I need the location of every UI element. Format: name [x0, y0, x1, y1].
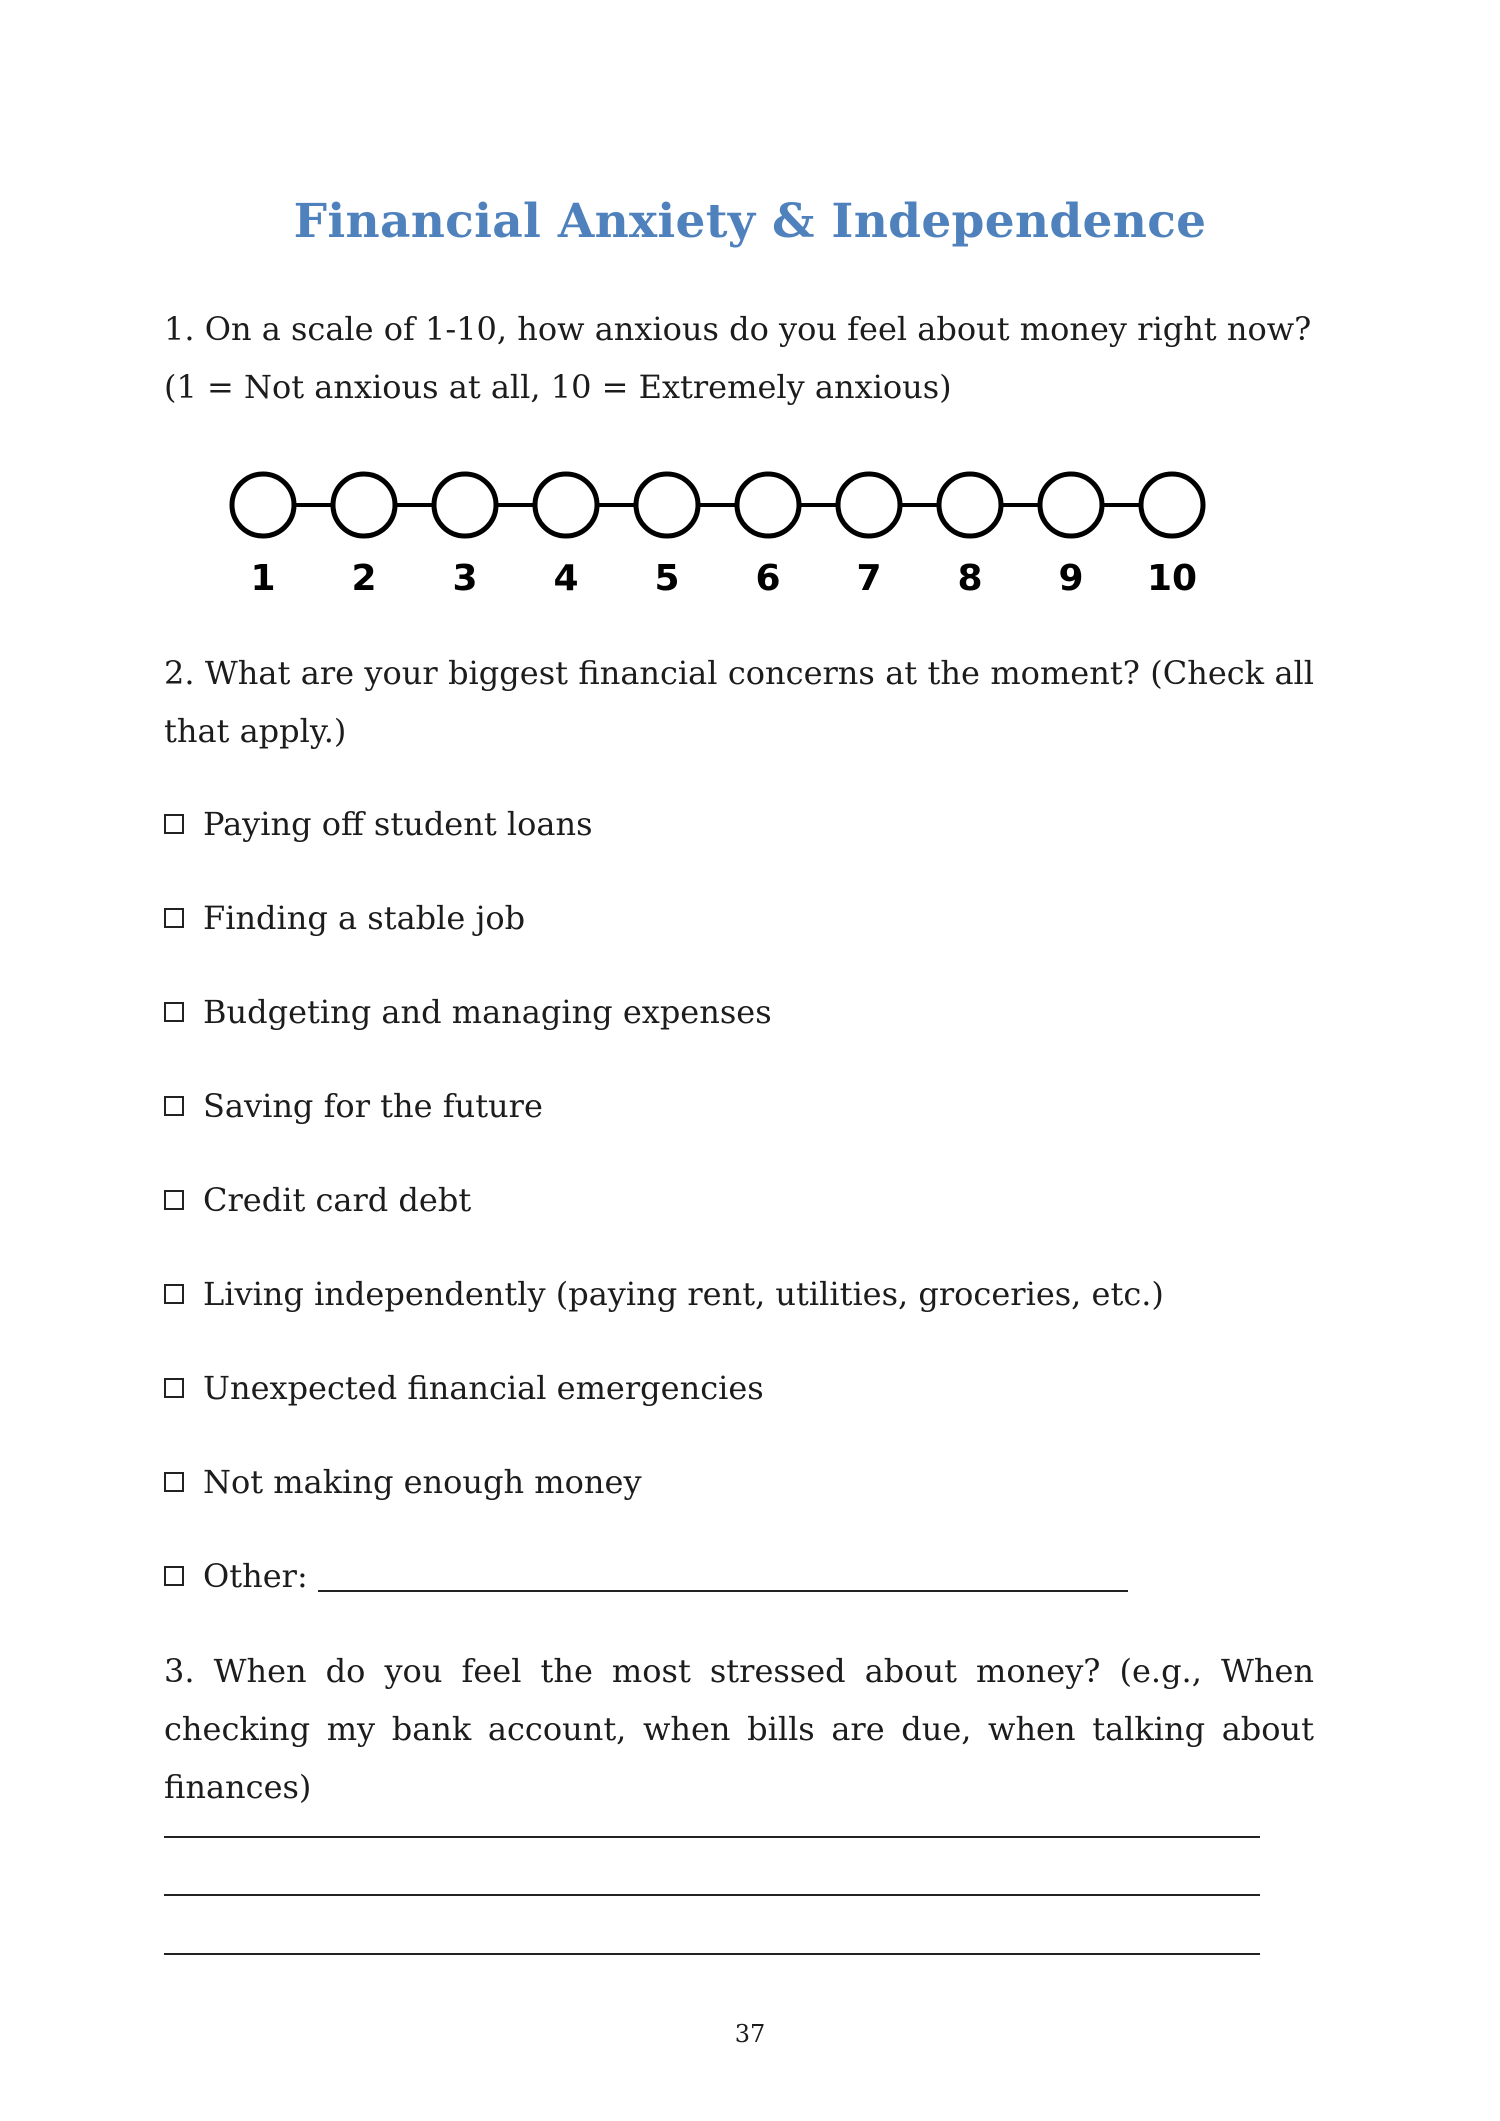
- concern-option-label: Finding a stable job: [203, 899, 526, 937]
- scale-option-8[interactable]: [939, 474, 1001, 536]
- scale-option-1[interactable]: [232, 474, 294, 536]
- scale-option-3[interactable]: [434, 474, 496, 536]
- scale-label: 6: [755, 558, 781, 599]
- concern-checkbox[interactable]: [164, 1096, 184, 1116]
- concern-option: [164, 988, 772, 1036]
- concern-option: [164, 1270, 1164, 1318]
- scale-option-2[interactable]: [333, 474, 395, 536]
- answer-line[interactable]: [164, 1953, 1260, 1955]
- concern-option-label: Paying off student loans: [203, 805, 593, 843]
- page-number: 37: [734, 2020, 766, 2048]
- scale-option-10[interactable]: [1141, 474, 1203, 536]
- concern-option: [164, 1364, 764, 1412]
- scale-label: 1: [250, 558, 276, 599]
- page-title: Financial Anxiety & Independence: [293, 194, 1207, 249]
- question-3-text: 3. When do you feel the most stressed about money? (e.g., When checking my bank account, when bills are due, when talking about finances): [164, 1652, 1314, 1806]
- concern-checkbox[interactable]: [164, 1472, 184, 1492]
- question-1-text: 1. On a scale of 1-10, how anxious do you feel about money right now?: [164, 310, 1312, 348]
- concern-checkbox[interactable]: [164, 814, 184, 834]
- concern-checkbox[interactable]: [164, 1378, 184, 1398]
- question-2-text: 2. What are your biggest financial concerns at the moment? (Check all that apply.): [164, 654, 1314, 750]
- scale-option-6[interactable]: [737, 474, 799, 536]
- concern-option-label: Not making enough money: [203, 1463, 642, 1501]
- answer-line[interactable]: [164, 1894, 1260, 1896]
- concern-option: [164, 1176, 471, 1224]
- concern-checkbox[interactable]: [164, 1566, 184, 1586]
- scale-option-9[interactable]: [1040, 474, 1102, 536]
- concern-option-other: [164, 1552, 1128, 1600]
- concern-checkbox[interactable]: [164, 1190, 184, 1210]
- concern-option-label: Budgeting and managing expenses: [203, 993, 772, 1031]
- scale-label: 10: [1146, 558, 1198, 599]
- concern-option-label: Living independently (paying rent, utilities, groceries, etc.): [203, 1275, 1164, 1313]
- concern-option: [164, 894, 525, 942]
- concern-checkbox[interactable]: [164, 1002, 184, 1022]
- scale-label: 5: [654, 558, 680, 599]
- anxiety-rating-scale: [0, 0, 1500, 620]
- concern-option: [164, 800, 592, 848]
- scale-label: 7: [856, 558, 882, 599]
- concern-checkbox[interactable]: [164, 1284, 184, 1304]
- concern-option-label: Credit card debt: [203, 1181, 472, 1219]
- scale-label: 2: [351, 558, 377, 599]
- answer-line[interactable]: [164, 1836, 1260, 1838]
- other-write-in-line[interactable]: [318, 1560, 1128, 1592]
- scale-option-7[interactable]: [838, 474, 900, 536]
- scale-label: 4: [553, 558, 579, 599]
- concern-option: [164, 1082, 543, 1130]
- concern-option: [164, 1458, 642, 1506]
- concern-option-label: Saving for the future: [203, 1087, 543, 1125]
- concern-checkbox[interactable]: [164, 908, 184, 928]
- scale-label: 3: [452, 558, 478, 599]
- scale-label: 8: [957, 558, 983, 599]
- question-1-scale-note: (1 = Not anxious at all, 10 = Extremely anxious): [164, 368, 952, 406]
- other-label: Other:: [203, 1557, 308, 1595]
- concern-option-label: Unexpected financial emergencies: [203, 1369, 764, 1407]
- scale-label: 9: [1058, 558, 1084, 599]
- scale-option-5[interactable]: [636, 474, 698, 536]
- scale-option-4[interactable]: [535, 474, 597, 536]
